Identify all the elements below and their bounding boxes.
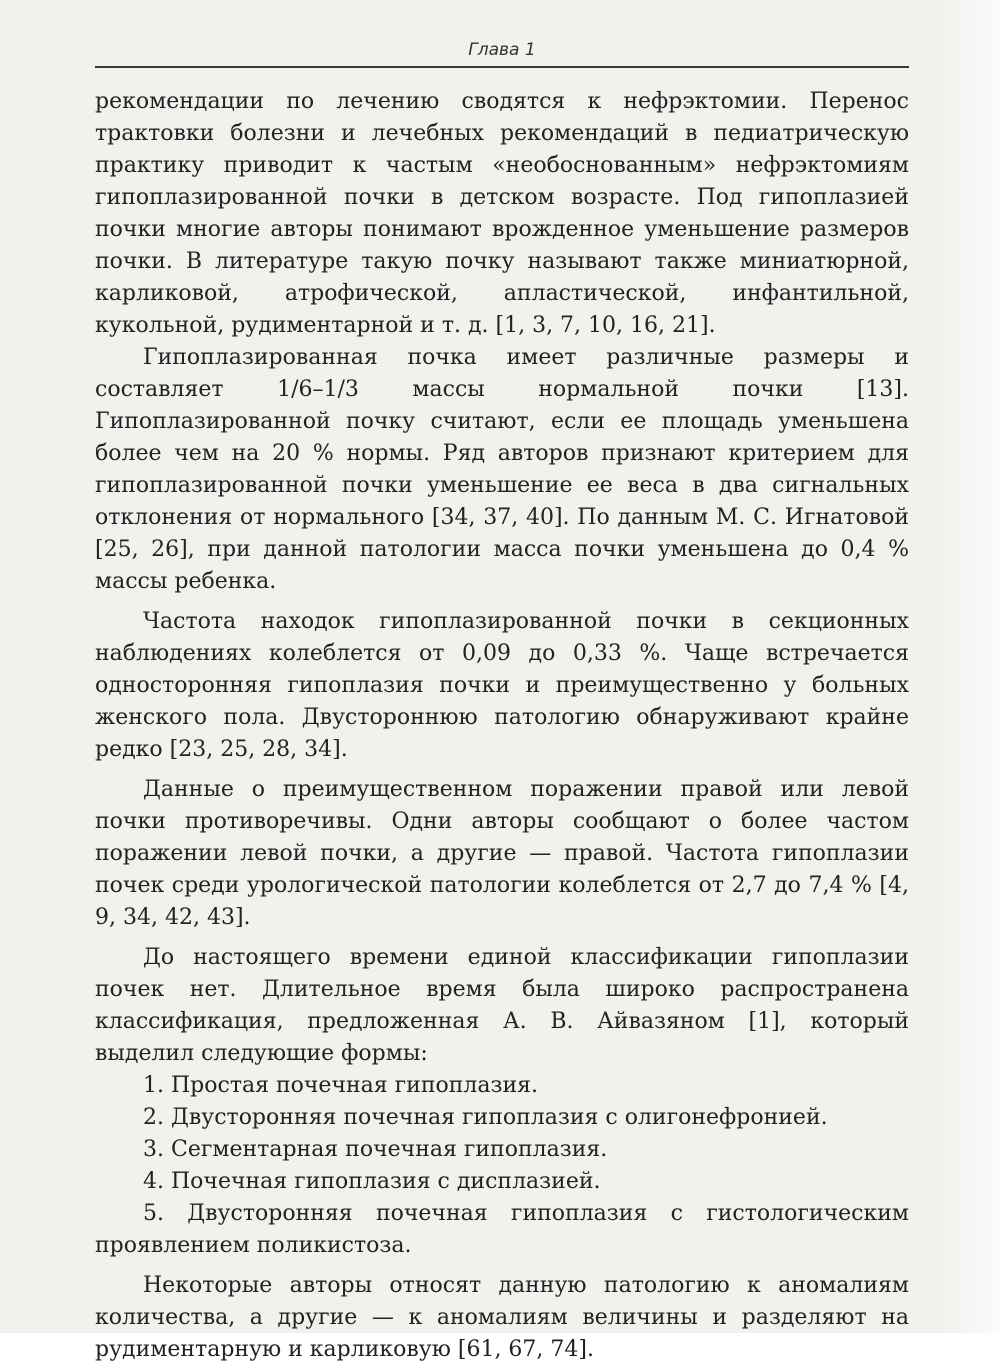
paragraph-6: Некоторые авторы относят данную патологию к аномалиям количества, а другие — к аномалиям величины и разделяют на рудиментарную и карликовую [61, 67, 74]. [95,1273,909,1362]
list-item: 4. Почечная гипоплазия с дисплазией. [143,1169,601,1194]
paragraph-3: Частота находок гипоплазированной почки в секционных наблюдениях колеблется от 0,09 до 0,33 %. Чаще встречается односторонняя гипоплазия почки и преимущественно у больных женского пола. Двустороннюю патологию обнаруживают крайне редко [23, 25, 28, 34]. [95,609,909,762]
list-item: 5. Двусторонняя почечная гипоплазия с гистологическим проявлением поликистоза. [95,1201,909,1258]
paragraph-1: рекомендации по лечению сводятся к нефрэктомии. Перенос трактовки болезни и лечебных рекомендаций в педиатрическую практику приводит к частым «необоснованным» нефрэктомиям гипоплазированной почки в детском возрасте. Под гипоплазией почки многие авторы понимают врожденное уменьшение размеров почки. В литературе такую почку называют также миниатюрной, карликовой, атрофической, апластической, инфантильной, кукольной, рудиментарной и т. д. [1, 3, 7, 10, 16, 21]. [95,89,909,338]
list-item: 3. Сегментарная почечная гипоплазия. [143,1137,608,1162]
paragraph-5: До настоящего времени единой классификации гипоплазии почек нет. Длительное время была широко распространена классификация, предложенная А. В. Айвазяном [1], который выделил следующие формы: [95,945,909,1066]
classification-list [95,1070,909,1262]
page-edge [938,0,1000,1333]
header-rule [95,66,909,68]
paragraph-2: Гипоплазированная почка имеет различные размеры и составляет 1/6–1/3 массы нормальной почки [13]. Гипоплазированной почку считают, если ее площадь уменьшена более чем на 20 % нормы. Ряд авторов признают критерием для гипоплазированной почки уменьшение ее веса в два сигнальных отклонения от нормального [34, 37, 40]. По данным М. С. Игнатовой [25, 26], при данной патологии масса почки уменьшена до 0,4 % массы ребенка. [95,345,909,594]
paragraph-4: Данные о преимущественном поражении правой или левой почки противоречивы. Одни авторы сообщают о более частом поражении левой почки, а другие — правой. Частота гипоплазии почек среди урологической патологии колеблется от 2,7 до 7,4 % [4, 9, 34, 42, 43]. [95,777,909,930]
running-header: Глава 1 [468,40,536,60]
list-item: 2. Двусторонняя почечная гипоплазия с олигонефронией. [143,1105,828,1130]
list-item: 1. Простая почечная гипоплазия. [143,1073,539,1098]
page-body [95,86,909,1366]
